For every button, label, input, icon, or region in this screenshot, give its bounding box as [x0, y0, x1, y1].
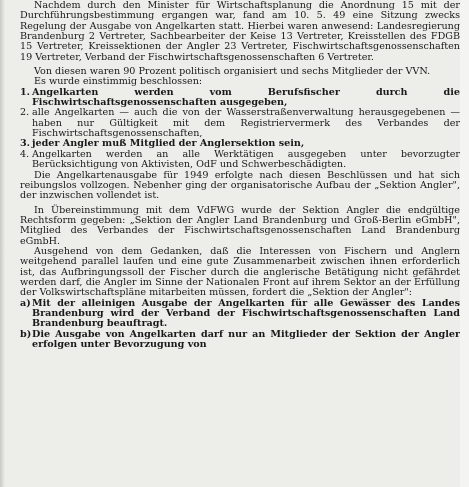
resolution-item — [20, 88, 460, 109]
page-margin-right — [460, 0, 469, 487]
item-number: 2. — [20, 107, 30, 119]
paragraph-organized: Von diesen waren 90 Prozent politisch organisiert und sechs Mitglieder der VVN. — [34, 66, 431, 78]
item-letter: b) — [20, 328, 32, 340]
demand-list — [20, 299, 460, 351]
paragraph-agreement: In Übereinstimmung mit dem VdFWG wurde der Sektion Angler die endgültige Rechtsform gegeben: „Sektion der Angler Land Brandenburg und Groß-Berlin eGmbH", Mitglied des Verbandes der Fischwirtschaftsgenossenschaften Land Brandenburg eGmbH. — [20, 204, 460, 247]
item-text: Mit der alleinigen Ausgabe der Angelkarten für alle Gewässer des Landes Brandenburg wird der Verband der Fischwirtschaftsgenossenschaften Land Brandenburg beauftragt. — [32, 297, 460, 330]
resolved-intro: Es wurde einstimmig beschlossen: — [34, 76, 203, 88]
resolution-item — [20, 150, 460, 171]
item-number: 1. — [20, 86, 31, 98]
item-text: Die Ausgabe von Angelkarten darf nur an Mitglieder der Sektion der Angler erfolgen unter Bevorzugung von — [32, 328, 460, 350]
resolution-list — [20, 88, 460, 171]
paragraph-thought: Ausgehend von dem Gedanken, daß die Interessen von Fischern und Anglern weitgehend parallel laufen und eine gute Zusammenarbeit zwischen ihnen erforderlich ist, das Aufbringungssoll der Fischer durch die anglerische Betätigung nicht gefährdet werden darf, die Angler im Sinne der Nationalen Front auf ihrem Sektor an der Erfüllung der Volkswirtschaftspläne mitarbeiten müssen, fordert die „Sektion der Angler": — [20, 245, 460, 299]
item-number: 3. — [20, 138, 31, 150]
item-text: alle Angelkarten — auch die von der Wasserstraßenverwaltung herausgegebenen — haben nur Gültigkeit mit dem Registriervermerk des Verbandes der Fischwirtschaftsgenossenschaften, — [32, 107, 460, 140]
resolution-item — [20, 108, 460, 139]
item-text: Angelkarten werden vom Berufsfischer durch die Fischwirtschaftsgenossenschaften ausgegeben, — [32, 86, 460, 109]
item-number: 4. — [20, 148, 30, 160]
item-letter: a) — [20, 297, 31, 309]
item-text: jeder Angler muß Mitglied der Anglersektion sein, — [32, 138, 305, 150]
paragraph-intro: Nachdem durch den Minister für Wirtschaftsplanung die Anordnung 15 mit der Durchführungsbestimmung ergangen war, fand am 10. 5. 49 eine Sitzung zwecks Regelung der Ausgabe von Angelkarten statt. Hierbei waren anwesend: Landesregierung Brandenburg 2 Vertreter, Sachbearbeiter der Keise 13 Vertreter, Kreisstellen des FDGB 15 Vertreter, Kreissektionen der Angler 23 Vertreter, Fischwirtschaftsgenossenschaften 19 Vertreter, Verband der Fischwirtschaftsgenossenschaften 6 Vertreter. — [20, 0, 460, 63]
demand-item — [20, 330, 460, 351]
demand-item — [20, 299, 460, 330]
item-text: Angelkarten werden an alle Werktätigen ausgegeben unter bevorzugter Berücksichtigung von Aktivisten, OdF und Schwerbeschädigten. — [32, 148, 460, 171]
paragraph-issuance: Die Angelkartenausgabe für 1949 erfolgte nach diesen Beschlüssen und hat sich reibungslos vollzogen. Nebenher ging der organisatorische Aufbau der „Sektion Angler", der inzwischen vollendet ist. — [20, 169, 460, 202]
